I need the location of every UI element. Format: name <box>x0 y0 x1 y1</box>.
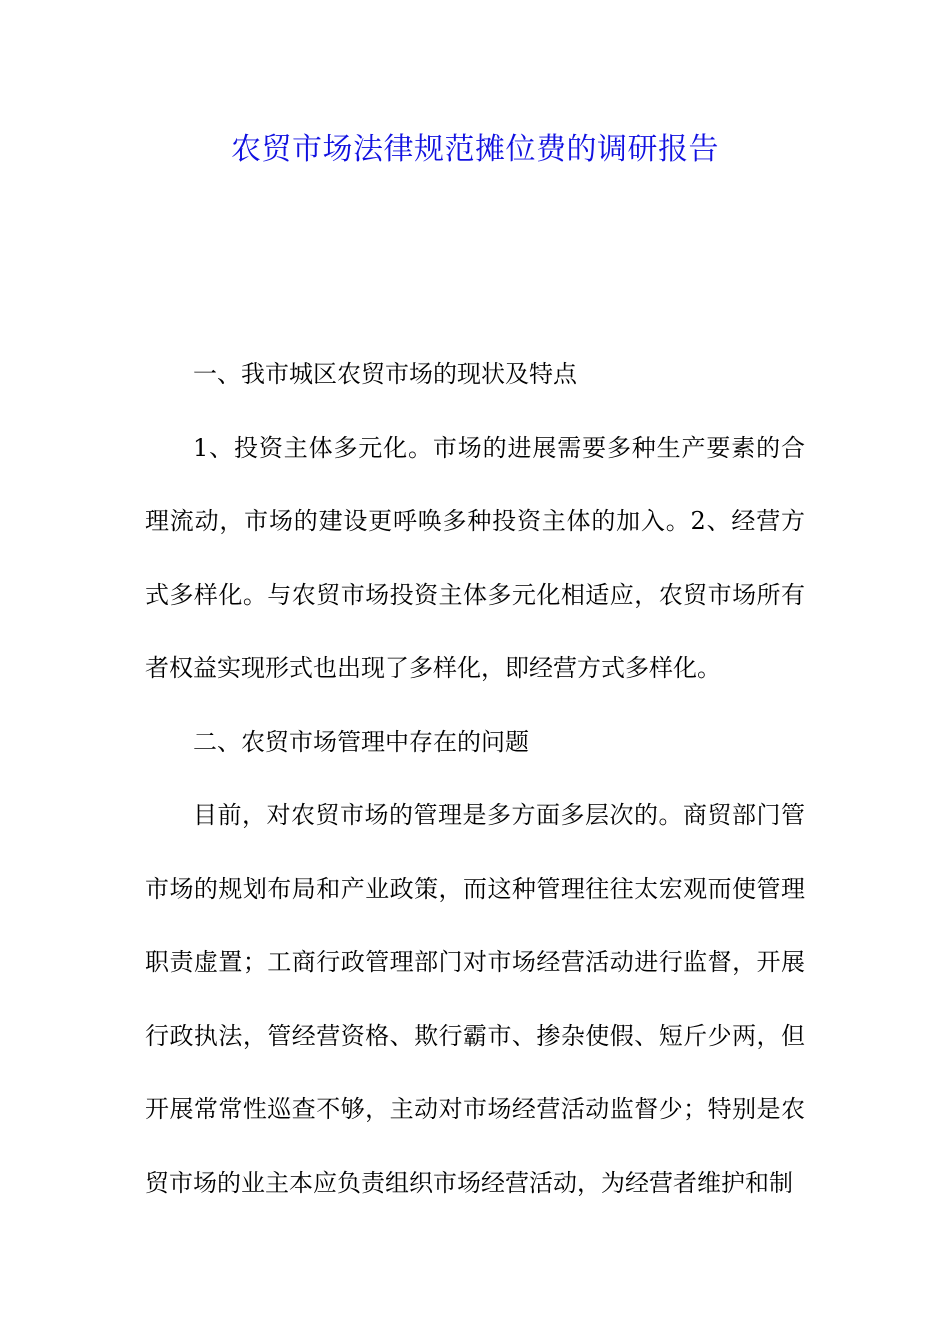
section-heading-1: 一、我市城区农贸市场的现状及特点 <box>193 360 577 388</box>
document-title: 农贸市场法律规范摊位费的调研报告 <box>231 132 719 167</box>
document-body <box>145 338 805 1220</box>
paragraph-1: 1、投资主体多元化。市场的进展需要多种生产要素的合理流动，市场的建设更呼唤多种投资主体的加入。2、经营方式多样化。与农贸市场投资主体多元化相适应，农贸市场所有者权益实现形式也出现了多样化，即经营方式多样化。 <box>145 433 805 682</box>
section-heading-2: 二、农贸市场管理中存在的问题 <box>193 727 529 756</box>
paragraph-2: 目前，对农贸市场的管理是多方面多层次的。商贸部门管市场的规划布局和产业政策，而这种管理往往太宏观而使管理职责虚置；工商行政管理部门对市场经营活动进行监督，开展行政执法，管经营资格、欺行霸市、掺杂使假、短斤少两，但开展常常性巡查不够，主动对市场经营活动监督少；特别是农贸市场的业主本应负责组织市场经营活动，为经营者维护和制 <box>145 801 805 1197</box>
